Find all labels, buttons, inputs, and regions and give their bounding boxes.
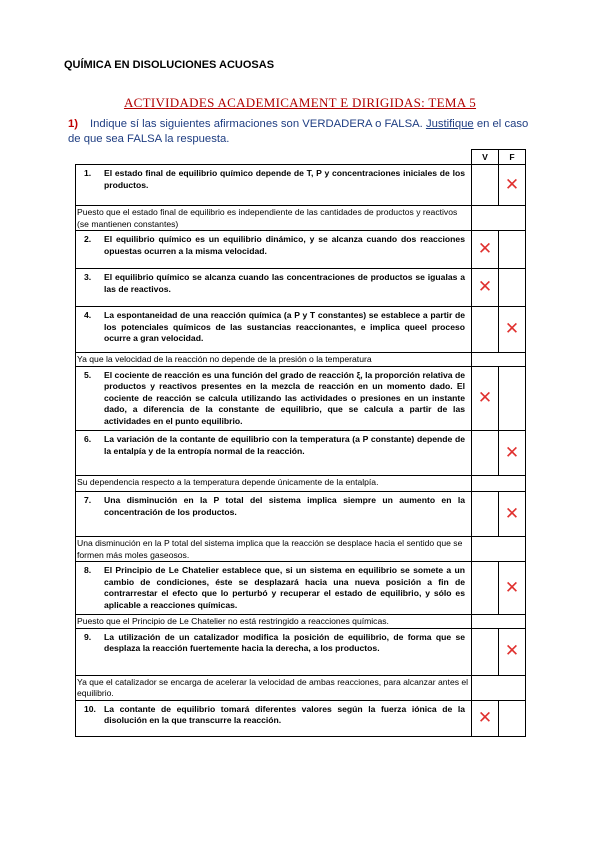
question-text: El Principio de Le Chatelier establece que, si un sistema en equilibrio se somete a un cambio de condiciones, éste se desplazará hacia una nueva posición a fin de contrarrestar el efecto que lo perturbó y recuperar el estado de equilibrio, y sólo es aplicable a reacciones químicas. [104,565,465,610]
answer-cell-v[interactable] [472,231,499,269]
question-row [76,307,526,353]
answer-cell-f[interactable] [499,165,526,206]
question-content [84,632,465,655]
activities-heading: ACTIVIDADES ACADEMICAMENT E DIRIGIDAS: TEMA 5 [123,95,477,110]
question-row [76,431,526,476]
question-cell [76,366,472,431]
question-row [76,165,526,206]
question-content [84,704,465,727]
table-header-row [76,150,526,165]
question-content [84,565,465,611]
x-mark-icon: ✕ [477,277,493,297]
x-mark-icon: ✕ [504,319,520,339]
justification-text: Una disminución en la P total del sistema implica que la reacción se desplace hacia el sentido que se formen más moles gaseosos. [76,537,472,562]
instruction [68,117,538,147]
justification-row [76,353,526,367]
question-cell [76,700,472,736]
question-number: 5. [84,369,92,380]
question-content [84,168,465,191]
question-text: La utilización de un catalizador modifica la posición de equilibrio, de forma que se desplaza la reacción fuertemente hacia la derecha, a los productos. [104,631,465,653]
question-content [84,272,465,295]
question-row [76,628,526,675]
x-mark-icon: ✕ [477,707,493,728]
instruction-number: 1) [68,118,79,130]
answer-cell-f[interactable] [499,269,526,307]
justification-empty-cell [472,675,526,700]
question-number: 8. [84,565,92,575]
question-cell [76,562,472,615]
question-cell [76,492,472,537]
question-text: La variación de la contante de equilibrio con la temperatura (a P constante) depende de la entalpía y de la entropía normal de la reacción. [104,434,465,456]
answer-cell-v[interactable] [472,269,499,307]
answer-cell-v[interactable] [472,165,499,206]
question-number: 4. [84,310,92,320]
question-number: 10. [84,703,96,714]
justification-empty-cell [472,206,526,231]
justification-empty-cell [472,615,526,629]
question-cell [76,269,472,307]
question-content [84,495,465,518]
instruction-text: Indique sí las siguientes afirmaciones son VERDADERA o FALSA. [90,118,423,130]
answer-cell-f[interactable] [499,431,526,476]
answer-cell-f[interactable] [499,628,526,675]
justification-text: Puesto que el estado final de equilibrio es independiente de las cantidades de productos y reactivos (se mantienen constantes) [76,206,472,231]
justification-empty-cell [472,353,526,367]
question-row [76,492,526,537]
question-row [76,366,526,431]
answer-cell-v[interactable] [472,562,499,615]
question-text: Una disminución en la P total del sistema implica siempre un aumento en la concentración de los productos. [104,495,465,517]
answer-cell-f[interactable] [499,307,526,353]
answer-cell-v[interactable] [472,307,499,353]
question-row [76,231,526,269]
answer-cell-v[interactable] [472,628,499,675]
question-number: 2. [84,234,92,244]
justifique-link[interactable]: Justifique [425,118,474,130]
answer-cell-f[interactable] [499,562,526,615]
header-f: F [499,150,526,165]
answer-cell-f[interactable] [499,366,526,431]
question-number: 9. [84,631,92,642]
justification-row [76,476,526,492]
question-cell [76,307,472,353]
answer-cell-f[interactable] [499,492,526,537]
x-mark-icon: ✕ [477,239,493,259]
x-mark-icon: ✕ [504,503,520,524]
justification-text: Ya que el catalizador se encarga de acelerar la velocidad de ambas reacciones, para alcanzar antes el equilibrio. [76,675,472,700]
question-row [76,700,526,736]
justification-empty-cell [472,476,526,492]
answer-cell-f[interactable] [499,700,526,736]
answer-cell-v[interactable] [472,700,499,736]
x-mark-icon: ✕ [504,577,520,598]
justification-text: Su dependencia respecto a la temperatura depende únicamente de la entalpía. [76,476,472,492]
question-text: El equilibrio químico se alcanza cuando las concentraciones de productos se igualas a las de reactivos. [104,272,465,294]
justification-row [76,537,526,562]
header-empty [76,150,472,165]
question-text: La contante de equilibrio tomará diferentes valores según la fuerza iónica de la disolución en la que transcurre la reacción. [104,703,465,725]
question-text: El equilibrio químico es un equilibrio dinámico, y se alcanza cuando dos reacciones opuestas ocurren a la misma velocidad. [104,234,465,256]
question-content [84,370,465,428]
justification-empty-cell [472,537,526,562]
answer-cell-f[interactable] [499,231,526,269]
question-cell [76,165,472,206]
questions-table [75,149,526,737]
question-cell [76,431,472,476]
question-cell [76,628,472,675]
question-number: 1. [84,168,92,178]
justification-row [76,675,526,700]
question-content [84,234,465,257]
justification-text: Puesto que el Principio de Le Chatelier no está restringido a reacciones químicas. [76,615,472,629]
justification-text: Ya que la velocidad de la reacción no depende de la presión o la temperatura [76,353,472,367]
answer-cell-v[interactable] [472,431,499,476]
question-row [76,269,526,307]
x-mark-icon: ✕ [504,442,520,463]
justification-row [76,206,526,231]
question-number: 7. [84,495,92,505]
x-mark-icon: ✕ [477,387,493,408]
document-title: QUÍMICA EN DISOLUCIONES ACUOSAS [64,59,275,71]
question-row [76,562,526,615]
question-content [84,434,465,457]
instruction-text-end: en el caso de que sea FALSA la respuesta. [68,118,529,145]
question-cell [76,231,472,269]
question-text: La espontaneidad de una reacción química (a P y T constantes) se establece a partir de los potenciales químicos de las sustancias reaccionantes, e implica queel proceso ocurre a gran velocidad. [104,310,465,343]
question-text: El cociente de reacción es una función del grado de reacción ξ, la proporción relativa de productos y reactivos presentes en la mezcla de reacción en un momento dado. El cociente de reacción se calcula utilizando las actividades o presiones en un instante dado, a diferencia de la constante de equilibrio, que se calcula a partir de las actividades en el punto equilibrio. [104,369,465,426]
x-mark-icon: ✕ [504,641,520,661]
question-number: 3. [84,272,92,282]
answer-cell-v[interactable] [472,366,499,431]
question-number: 6. [84,434,92,444]
header-v: V [472,150,499,165]
answer-cell-v[interactable] [472,492,499,537]
question-content [84,310,465,345]
x-mark-icon: ✕ [504,174,520,195]
question-text: El estado final de equilibrio químico depende de T, P y concentraciones iniciales de los productos. [104,168,465,190]
justification-row [76,615,526,629]
